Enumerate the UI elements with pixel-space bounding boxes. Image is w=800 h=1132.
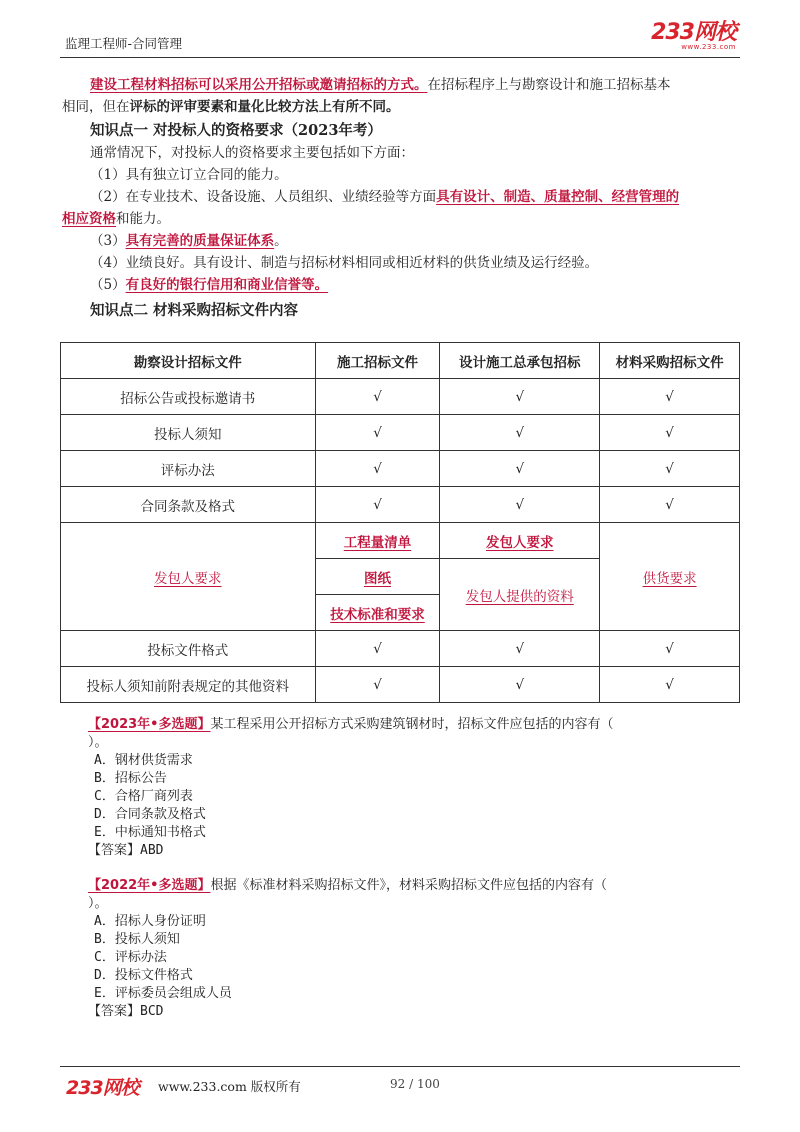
quiz-stem: 某工程采用公开招标方式采购建筑钢材时，招标文件应包括的内容有（ <box>210 717 614 732</box>
check-mark: √ <box>600 379 740 415</box>
check-mark: √ <box>440 451 600 487</box>
check-mark: √ <box>315 487 440 523</box>
quiz-answer: 【答案】ABD <box>88 843 164 858</box>
special-cell-employer-materials: 发包人提供的资料 <box>440 559 600 631</box>
section1-heading: 知识点一 对投标人的资格要求（2023年考） <box>90 122 382 139</box>
table-row-label: 投标文件格式 <box>61 631 316 667</box>
page-footer <box>60 1066 740 1099</box>
quiz-question <box>88 716 748 734</box>
requirement-2-text: （2）在专业技术、设备设施、人员组织、业绩经验等方面 <box>90 189 437 205</box>
check-mark: √ <box>315 379 440 415</box>
table-header-row <box>61 343 740 379</box>
intro-paragraph <box>62 74 742 118</box>
check-mark: √ <box>440 379 600 415</box>
logo-site-text: www.233.com <box>681 43 736 51</box>
quiz-option: E．中标通知书格式 <box>94 825 206 840</box>
brand-logo <box>651 22 736 51</box>
section1-lead: 通常情况下，对投标人的资格要求主要包括如下方面： <box>90 145 414 161</box>
quiz-2023 <box>88 716 748 860</box>
intro-bold: 评标的评审要素和量化比较方法上有所不同。 <box>129 99 400 115</box>
requirement-3-suffix: 。 <box>274 233 288 249</box>
special-cell-bill-of-quantities: 工程量清单 <box>315 523 440 559</box>
quiz-question <box>88 877 748 895</box>
quiz-option: A．招标人身份证明 <box>94 914 206 929</box>
check-mark: √ <box>315 415 440 451</box>
quiz-answer: 【答案】BCD <box>88 1004 164 1019</box>
check-mark: √ <box>600 631 740 667</box>
special-cell-supply-requirements: 供货要求 <box>600 523 740 631</box>
table-row <box>61 451 740 487</box>
special-cell-employer-requirements: 发包人要求 <box>61 523 316 631</box>
check-mark: √ <box>440 415 600 451</box>
table-row-special <box>61 523 740 559</box>
page-number: 92 / 100 <box>390 1077 440 1091</box>
check-mark: √ <box>315 667 440 703</box>
requirement-5-highlight: 有良好的银行信用和商业信誉等。 <box>125 277 329 293</box>
main-content <box>62 74 742 322</box>
requirement-4: （4）业绩良好。具有设计、制造与招标材料相同或相近材料的供货业绩及运行经验。 <box>90 255 599 271</box>
check-mark: √ <box>600 451 740 487</box>
quiz-tag: 【2022年•多选题】 <box>88 878 211 893</box>
check-mark: √ <box>600 487 740 523</box>
check-mark: √ <box>440 487 600 523</box>
check-mark: √ <box>315 451 440 487</box>
check-mark: √ <box>600 667 740 703</box>
footer-logo: 233网校 <box>66 1077 139 1099</box>
requirement-2 <box>90 186 742 208</box>
table-row <box>61 667 740 703</box>
table-row-label: 投标人须知前附表规定的其他资料 <box>61 667 316 703</box>
requirement-2-suffix: 和能力。 <box>116 211 170 227</box>
requirement-5 <box>90 274 742 296</box>
intro-text-2a: 相同，但在 <box>62 99 130 115</box>
table-row <box>61 379 740 415</box>
page-header <box>60 22 740 58</box>
quiz-stem: 根据《标准材料采购招标文件》，材料采购招标文件应包括的内容有（ <box>210 878 608 893</box>
requirement-3 <box>90 230 742 252</box>
check-mark: √ <box>315 631 440 667</box>
table-header-cell: 设计施工总承包招标 <box>440 343 600 379</box>
requirement-2-cont <box>62 208 742 230</box>
quiz-option: D．投标文件格式 <box>94 968 193 983</box>
quiz-option: C．合格厂商列表 <box>94 789 193 804</box>
quiz-tag: 【2023年•多选题】 <box>88 717 211 732</box>
table-row <box>61 631 740 667</box>
table-row-label: 合同条款及格式 <box>61 487 316 523</box>
table-row <box>61 487 740 523</box>
quiz-option: A．钢材供货需求 <box>94 753 193 768</box>
table-header-cell: 施工招标文件 <box>315 343 440 379</box>
table-row-label: 评标办法 <box>61 451 316 487</box>
doc-title: 监理工程师-合同管理 <box>65 36 183 51</box>
special-cell-drawings: 图纸 <box>315 559 440 595</box>
requirement-3-prefix: （3） <box>90 233 126 249</box>
requirement-2-highlight-b: 相应资格 <box>62 211 116 227</box>
quiz-option: B．投标人须知 <box>94 932 180 947</box>
check-mark: √ <box>440 667 600 703</box>
special-cell-employer-requirements-2: 发包人要求 <box>440 523 600 559</box>
intro-highlight: 建设工程材料招标可以采用公开招标或邀请招标的方式。 <box>90 77 428 93</box>
section2-heading: 知识点二 材料采购招标文件内容 <box>90 302 299 319</box>
table-row-label: 投标人须知 <box>61 415 316 451</box>
quiz-option: D．合同条款及格式 <box>94 807 206 822</box>
logo-brand-text: 233网校 <box>651 20 736 45</box>
quiz-stem-end: ）。 <box>88 896 108 911</box>
check-mark: √ <box>600 415 740 451</box>
quiz-stem-end: ）。 <box>88 735 108 750</box>
table-row <box>61 415 740 451</box>
check-mark: √ <box>440 631 600 667</box>
requirement-1: （1）具有独立订立合同的能力。 <box>90 167 288 183</box>
table-header-cell: 材料采购招标文件 <box>600 343 740 379</box>
quiz-2022 <box>88 877 748 1021</box>
comparison-table <box>60 342 740 703</box>
quiz-option: C．评标办法 <box>94 950 167 965</box>
intro-text: 在招标程序上与勘察设计和施工招标基本 <box>427 77 671 93</box>
requirement-3-highlight: 具有完善的质量保证体系 <box>125 233 275 249</box>
table-header-cell: 勘察设计招标文件 <box>61 343 316 379</box>
special-cell-tech-standards: 技术标准和要求 <box>315 595 440 631</box>
quiz-option: B．招标公告 <box>94 771 167 786</box>
table-row-label: 招标公告或投标邀请书 <box>61 379 316 415</box>
footer-copyright: www.233.com 版权所有 <box>158 1079 301 1094</box>
quiz-option: E．评标委员会组成人员 <box>94 986 232 1001</box>
requirement-2-highlight: 具有设计、制造、质量控制、经营管理的 <box>436 189 680 205</box>
requirement-5-prefix: （5） <box>90 277 126 293</box>
